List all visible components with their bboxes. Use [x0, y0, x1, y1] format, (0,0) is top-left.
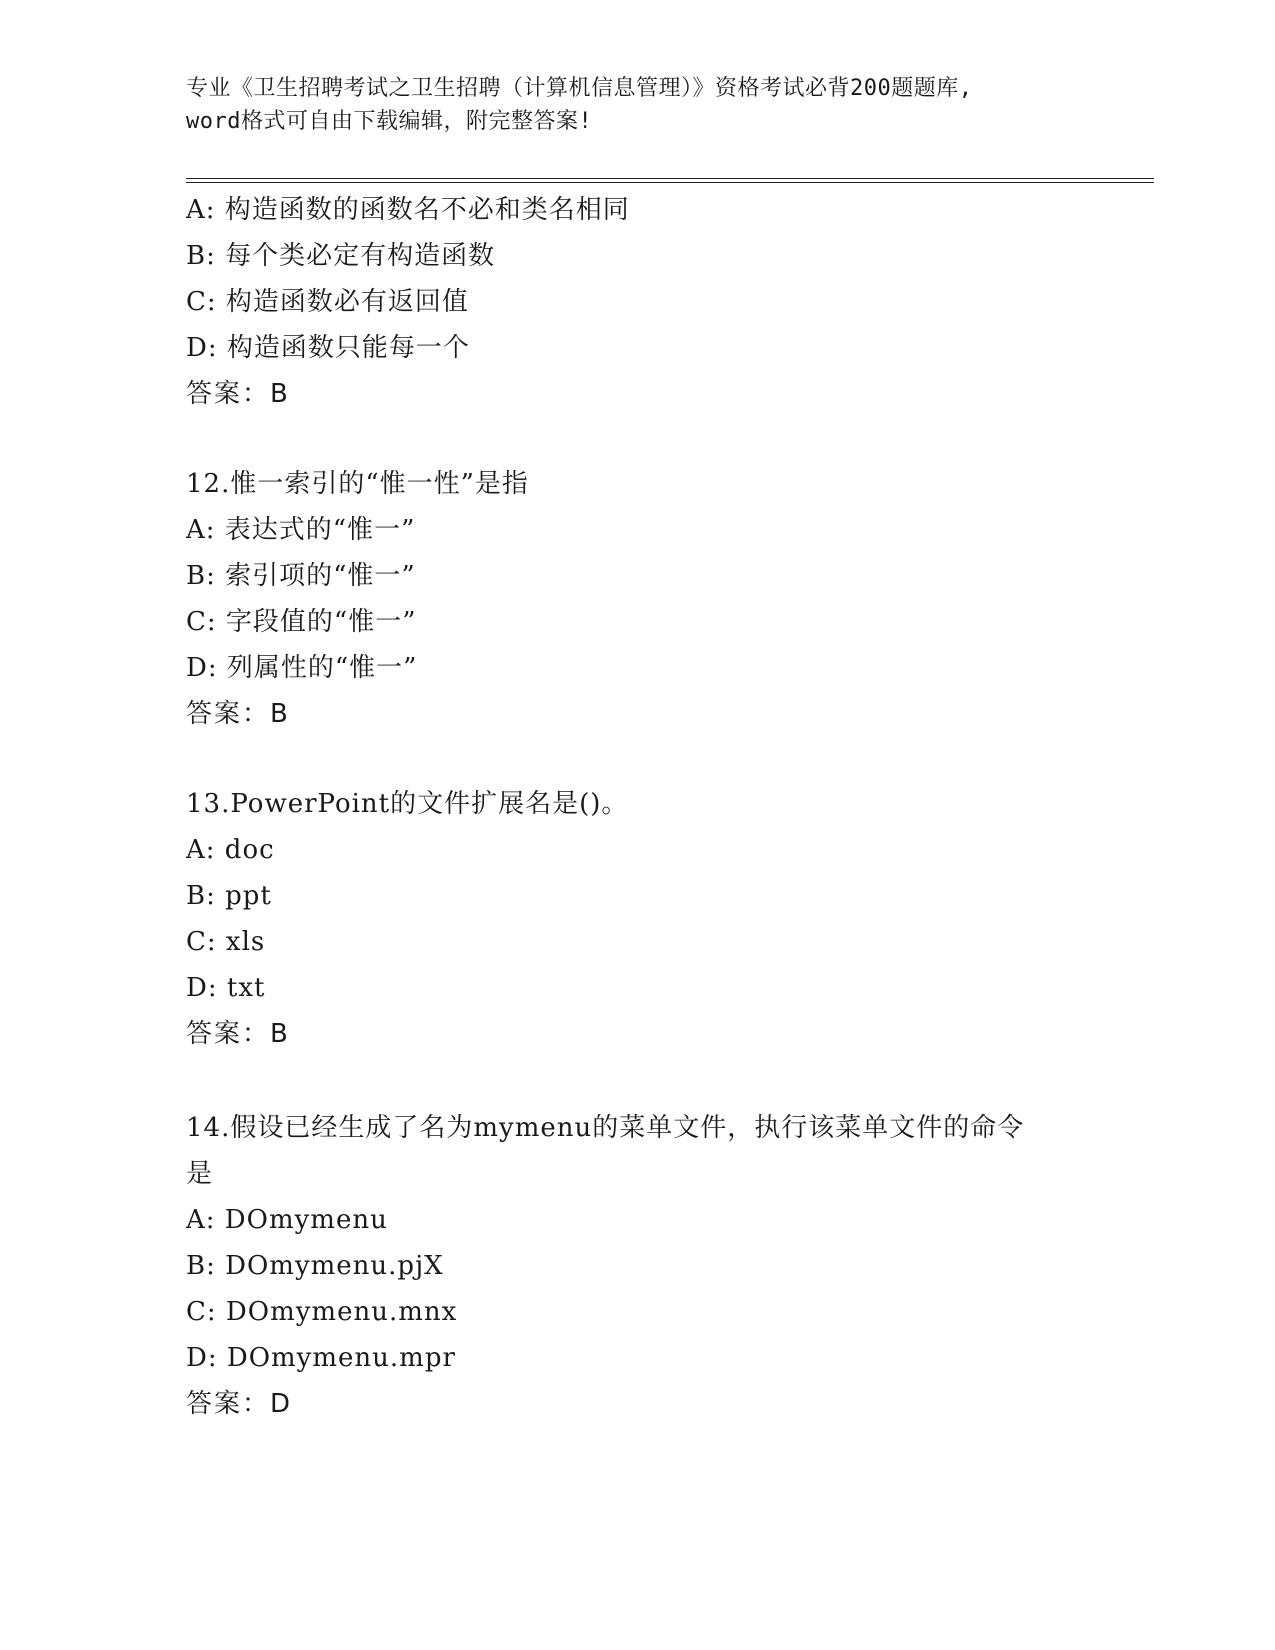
question-14-option-a: A: DOmymenu — [186, 1205, 388, 1235]
question-13-option-a: A: doc — [186, 835, 275, 865]
spacer — [186, 1057, 1086, 1105]
question-13-text: 13.PowerPoint的文件扩展名是()。 — [186, 789, 629, 819]
question-12-option-b: B: 索引项的“惟一” — [186, 561, 416, 591]
question-11-option-d: D: 构造函数只能每一个 — [186, 333, 470, 363]
question-14-option-d: D: DOmymenu.mpr — [186, 1343, 456, 1373]
question-11 — [186, 187, 1086, 417]
question-11-option-a: A: 构造函数的函数名不必和类名相同 — [186, 195, 630, 225]
spacer — [186, 417, 1086, 461]
question-14-option-c: C: DOmymenu.mnx — [186, 1297, 458, 1327]
question-12-option-c: C: 字段值的“惟一” — [186, 607, 417, 637]
question-13-option-b: B: ppt — [186, 881, 272, 911]
document-header — [186, 72, 1086, 138]
header-title-line-1: 专业《卫生招聘考试之卫生招聘（计算机信息管理）》资格考试必背200题题库, — [186, 76, 973, 101]
header-divider-bottom — [186, 182, 1154, 183]
question-12-text: 12.惟一索引的“惟一性”是指 — [186, 469, 529, 499]
question-13 — [186, 781, 1086, 1057]
question-12 — [186, 461, 1086, 737]
question-14-option-b: B: DOmymenu.pjX — [186, 1251, 444, 1281]
question-14-text-line-1: 14.假设已经生成了名为mymenu的菜单文件，执行该菜单文件的命令 — [186, 1113, 1025, 1143]
spacer — [186, 737, 1086, 781]
question-11-option-c: C: 构造函数必有返回值 — [186, 287, 469, 317]
question-12-option-a: A: 表达式的“惟一” — [186, 515, 416, 545]
question-13-option-c: C: xls — [186, 927, 266, 957]
question-13-answer: 答案：B — [186, 1019, 290, 1049]
question-13-option-d: D: txt — [186, 973, 266, 1003]
header-divider-top — [186, 178, 1154, 179]
question-14-text-line-2: 是 — [186, 1159, 214, 1189]
header-title-line-2: word格式可自由下载编辑，附完整答案! — [186, 109, 593, 134]
question-12-answer: 答案：B — [186, 699, 290, 729]
question-14 — [186, 1105, 1086, 1427]
question-12-option-d: D: 列属性的“惟一” — [186, 653, 418, 683]
question-list — [186, 187, 1086, 1427]
question-14-answer: 答案：D — [186, 1389, 293, 1419]
question-11-option-b: B: 每个类必定有构造函数 — [186, 241, 496, 271]
question-11-answer: 答案：B — [186, 379, 290, 409]
